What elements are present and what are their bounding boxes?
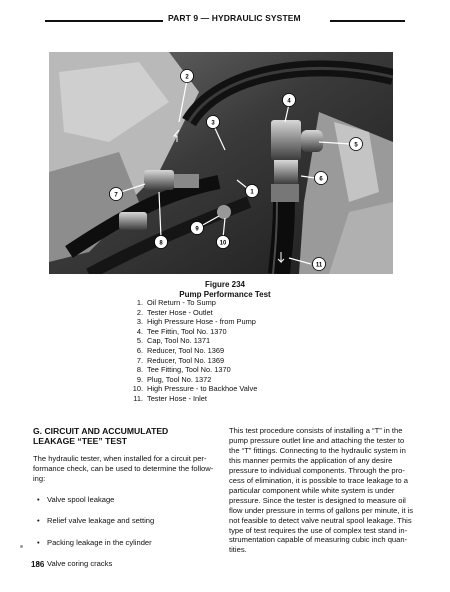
figure-caption [0, 280, 450, 300]
left-column [33, 426, 213, 581]
list-item: • Valve coring cracks [33, 559, 213, 569]
legend-item: 11. Tester Hose - Inlet [133, 393, 207, 403]
callout-10: 10 [219, 240, 227, 247]
legend-item: 5. Cap, Tool No. 1371 [136, 336, 211, 346]
legend-item: 4. Tee Fittin, Tool No. 1370 [136, 326, 227, 336]
callout-6: 6 [319, 176, 323, 183]
callout-5: 5 [354, 142, 358, 149]
callout-8: 8 [159, 240, 163, 247]
legend-item: 8. Tee Fitting, Tool No. 1370 [136, 365, 231, 375]
legend-item: 9. Plug, Tool No. 1372 [136, 374, 212, 384]
right-column-paragraph: This test procedure consists of installing a “T” in the pump pressure outlet line and attaching the tester to the “T” fittings. Connecting to the hydraulic system in this manner permits the application of any desire pressure to individual components. Through the pro- cess of elimination, it is possible to trace leakage to a particular component while white system is under pressure. Since the tester is designed to measure oil flow under pressure in terms of gallons per minute, it is not feasible to detect valve neutral spool leakage. This type of test requires the use of complex test stand in- strumentation capable of measuring cubic inch quan- tities. [229, 426, 414, 555]
list-item: • Packing leakage in the cylinder [33, 538, 213, 548]
list-item: • Valve spool leakage [33, 495, 213, 505]
callout-9: 9 [195, 226, 199, 233]
page-header [45, 13, 405, 25]
page-number: 186 [31, 560, 45, 569]
figure-number: Figure 234 [204, 280, 245, 289]
figure-title: Pump Performance Test [179, 290, 271, 299]
leakage-list [33, 495, 213, 570]
section-heading: G. CIRCUIT AND ACCUMULATED LEAKAGE “TEE” TEST [33, 426, 169, 446]
legend-item: 2. Tester Hose - Outlet [136, 307, 213, 317]
list-item: • Relief valve leakage and setting [33, 516, 213, 526]
header-rule-left [45, 20, 163, 22]
legend-item: 1. Oil Return - To Sump [136, 298, 216, 307]
header-title: PART 9 — HYDRAULIC SYSTEM [168, 13, 301, 23]
callout-4: 4 [287, 98, 291, 105]
callout-7: 7 [114, 192, 118, 199]
legend-item: 10. High Pressure - to Backhoe Valve [132, 384, 258, 394]
legend-item: 6. Reducer, Tool No. 1369 [136, 345, 225, 355]
legend-item: 7. Reducer, Tool No. 1369 [136, 355, 225, 365]
callout-2: 2 [185, 74, 189, 81]
scan-speck [20, 545, 23, 548]
callout-1: 1 [250, 189, 254, 196]
pump-test-photo [49, 52, 393, 274]
legend-item: 3. High Pressure Hose - from Pump [136, 317, 256, 327]
figure-legend [127, 298, 257, 404]
intro-paragraph: The hydraulic tester, when installed for a circuit per- formance check, can be used to determine the follow- ing: [33, 454, 214, 484]
header-rule-right [330, 20, 405, 22]
callout-11: 11 [315, 262, 323, 269]
callout-3: 3 [211, 120, 215, 127]
